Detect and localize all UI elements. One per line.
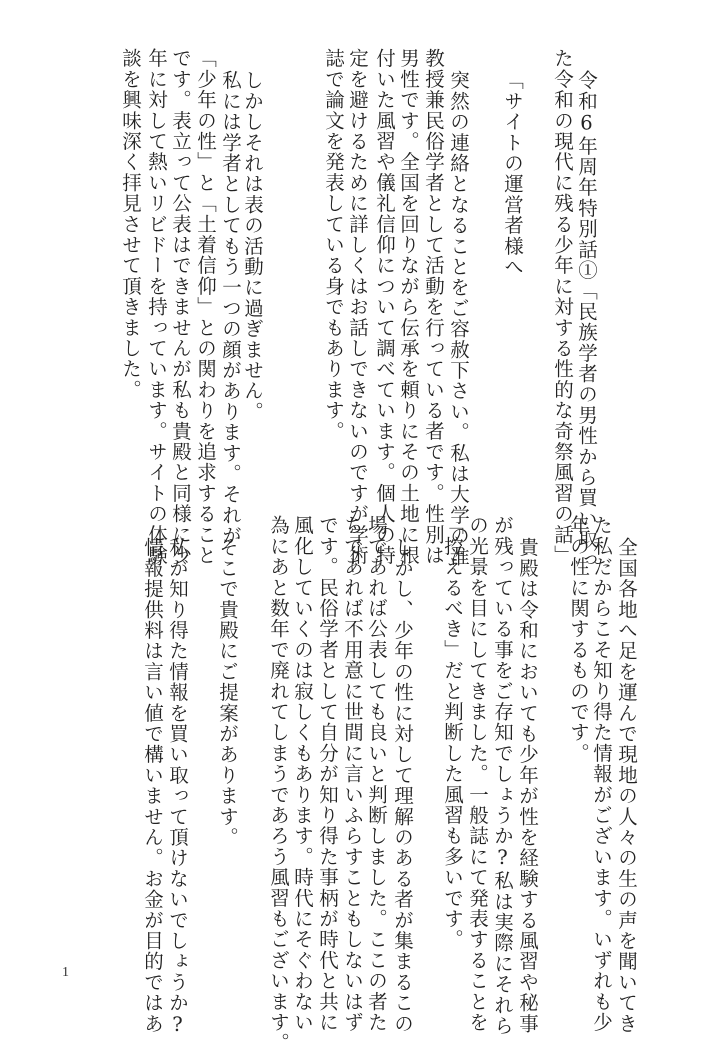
paragraph-6-line-1: そこで貴殿にご提案があります。 — [216, 537, 239, 848]
paragraph-5-line-4: です。民俗学者として自分が知り得た事柄が時代と共に — [316, 515, 339, 1033]
paragraph-5-line-6: 為にあと数年で廃れてしまうであろう風習もございます。 — [267, 515, 290, 1053]
paragraph-3-line-1: 全国各地へ足を運んで現地の人々の生の声を聞いてき — [615, 537, 638, 1034]
paragraph-2-line-2: 私には学者としてもう一つの顔があります。それが — [219, 70, 242, 547]
paragraph-5-line-1: しかし、少年の性に対して理解のある者が集まるこの — [391, 537, 414, 1034]
paragraph-2-line-1: しかしそれは表の活動に過ぎません。 — [241, 70, 264, 422]
paragraph-2-line-3: 「少年の性」と「土着信仰」との関わりを追求すること — [194, 48, 217, 566]
paragraph-7-line-2: 情報提供料は言い値で構いません。お金が目的ではあ — [141, 537, 164, 1034]
paragraph-3-line-2: た私だからこそ知り得た情報がございます。いずれも少 — [590, 515, 613, 1033]
paragraph-2-line-6: 談を興味深く拝見させて頂きました。 — [119, 48, 142, 400]
salutation: 「サイトの運営者様へ — [501, 70, 524, 277]
paragraph-7-line-1: 私が知り得た情報を買い取って頂けないでしょうか? — [166, 537, 189, 1038]
paragraph-4-line-3: の光景を目にしてきました。一般誌にて発表することを — [466, 515, 489, 1033]
paragraph-4-line-4: 「控えるべき」だと判断した風習も多いです。 — [441, 515, 464, 950]
paragraph-2-line-4: です。表立って公表はできませんが私も貴殿と同様に少 — [169, 48, 192, 566]
paragraph-1-line-5: 定を避けるために詳しくはお話しできないのですが学術 — [346, 48, 369, 566]
paragraph-5-line-2: 場であれば公表しても良いと判断しました。ここの者た — [365, 515, 388, 1033]
paragraph-4-line-2: が残っている事をご存知でしょうか?私は実際にそれら — [491, 515, 514, 1036]
paragraph-1-line-6: 誌で論文を発表している身でもあります。 — [322, 48, 345, 442]
paragraph-3-line-3: 年の性に関するものです。 — [567, 515, 590, 764]
paragraph-4-line-1: 貴殿は令和においても少年が性を経験する風習や秘事 — [516, 537, 539, 1034]
page-number: 1 — [62, 965, 69, 980]
paragraph-1-line-3: 男性です。全国を回りながら伝承を頼りにその土地に根 — [397, 48, 420, 566]
paragraph-1-line-4: 付いた風習や儀礼信仰について調べています。個人の特 — [373, 48, 396, 566]
title-line-2: た令和の現代に残る少年に対する性的な奇祭風習の話」 — [551, 48, 574, 566]
paragraph-1-line-1: 突然の連絡となることをご容赦下さい。私は大学の准 — [447, 70, 470, 567]
paragraph-2-line-5: 年に対して熱いリビドーを持っています。サイトの体験 — [145, 48, 168, 566]
paragraph-5-line-3: ちであれば不用意に世間に言いふらすこともしないはず — [341, 515, 364, 1033]
title-line-1: 令和6年周年特別話①「民族学者の男性から買い取っ — [575, 70, 598, 571]
paragraph-5-line-5: 風化していくのは寂しくもあります。時代にそぐわない — [291, 515, 314, 1033]
paragraph-1-line-2: 教授兼民俗学者として活動を行っている者です。性別は — [422, 48, 445, 566]
